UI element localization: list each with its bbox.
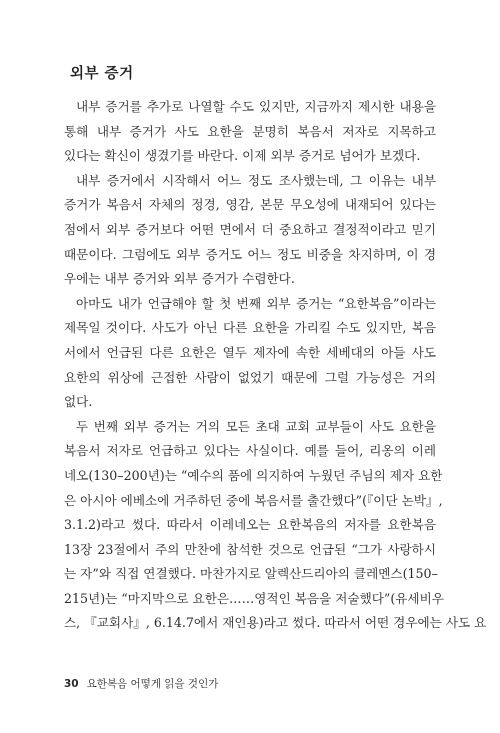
section-heading: 외부 증거 (70, 66, 134, 82)
text-line: 없다. (64, 394, 93, 410)
text-line: 13장 23절에서 주의 만찬에 참석한 것으로 언급된 “그가 사랑하시 (64, 541, 436, 557)
text-line: 있다는 확신이 생겼기를 바란다. 이제 외부 증거로 넘어가 보겠다. (64, 148, 421, 164)
paragraph-1 (64, 95, 436, 169)
paragraph-2 (64, 169, 436, 292)
text-line: 제목일 것이다. 사도가 아닌 다른 요한을 가리킬 수도 있지만, 복음 (64, 320, 436, 336)
text-line: 스, 『교회사』, 6.14.7에서 재인용)라고 썼다. 따라서 어떤 경우에는 사도 요 (64, 615, 487, 631)
text-line: 내부 증거에서 시작해서 어느 정도 조사했는데, 그 이유는 내부 (76, 172, 436, 188)
text-line: 은 아시아 에베소에 거주하던 중에 복음서를 출간했다”(『이단 논박』, (64, 492, 443, 508)
body-text (64, 95, 487, 636)
running-title: 요한복음 어떻게 읽을 것인가 (86, 678, 219, 690)
paragraph-3 (64, 292, 436, 415)
text-line: 서에서 언급된 다른 요한은 열두 제자에 속한 세베대의 아들 사도 (64, 344, 436, 360)
text-line: 는 자”와 직접 연결했다. 마찬가지로 알렉산드리아의 클레멘스(150– (64, 566, 438, 582)
text-line: 3.1.2)라고 썼다. 따라서 이레네오는 요한복음의 저자를 요한복음 (64, 517, 436, 533)
text-line: 아마도 내가 언급해야 할 첫 번째 외부 증거는 “요한복음”이라는 (76, 295, 436, 311)
text-line: 네오(130–200년)는 “예수의 품에 의지하여 누웠던 주님의 제자 요한 (64, 467, 443, 483)
text-line: 증거가 복음서 자체의 정경, 영감, 본문 무오성에 내재되어 있다는 (64, 197, 436, 213)
text-line: 215년)는 “마지막으로 요한은……영적인 복음을 저술했다”(유세비우 (64, 590, 444, 606)
text-line: 두 번째 외부 증거는 거의 모든 초대 교회 교부들이 사도 요한을 (76, 418, 436, 434)
paragraph-4 (64, 415, 487, 636)
text-line: 점에서 외부 증거보다 어떤 면에서 더 중요하고 결정적이라고 믿기 (64, 221, 436, 237)
page-number: 30 (64, 678, 79, 690)
text-line: 내부 증거를 추가로 나열할 수도 있지만, 지금까지 제시한 내용을 (76, 99, 436, 114)
page-footer (64, 676, 218, 691)
text-line: 통해 내부 증거가 사도 요한을 분명히 복음서 저자로 지목하고 (64, 123, 436, 139)
text-line: 때문이다. 그럼에도 외부 증거도 어느 정도 비중을 차지하며, 이 경 (64, 246, 436, 262)
text-line: 요한의 위상에 근접한 사람이 없었기 때문에 그럴 가능성은 거의 (64, 369, 436, 385)
text-line: 복음서 저자로 언급하고 있다는 사실이다. 예를 들어, 리옹의 이레 (64, 443, 436, 459)
text-line: 우에는 내부 증거와 외부 증거가 수렴한다. (64, 271, 295, 287)
